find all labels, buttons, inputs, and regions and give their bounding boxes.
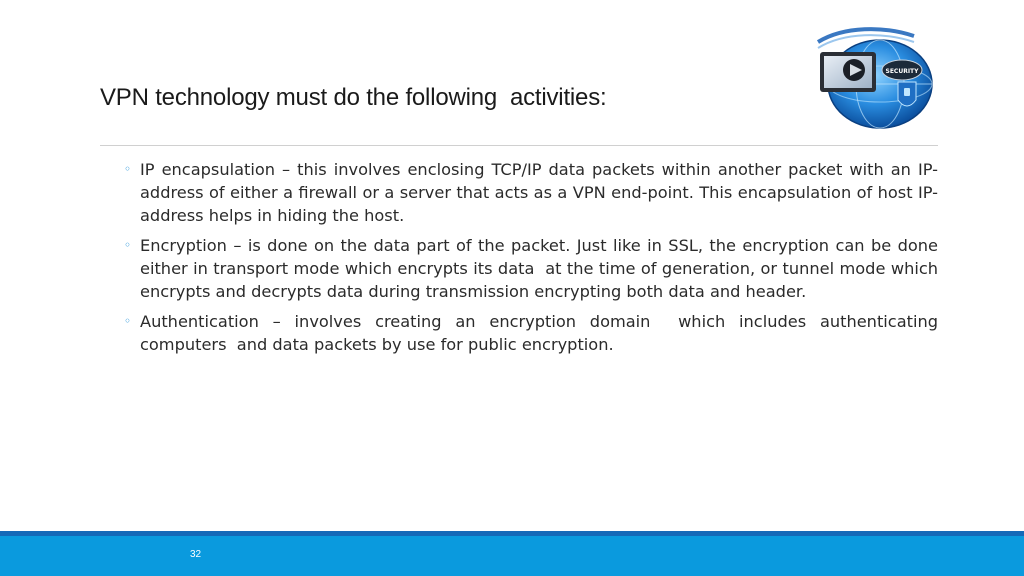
bullet-marker-icon: ◦ <box>124 162 132 176</box>
logo-badge-text: SECURITY <box>885 68 919 75</box>
bullet-text: Authentication – involves creating an encryption domain which includes authenticating computers and data packets by use for public encryption. <box>140 312 944 354</box>
vpn-security-globe-icon <box>814 22 938 132</box>
bullet-text: Encryption – is done on the data part of the packet. Just like in SSL, the encryption can be done either in transport mode which encrypts its data at the time of generation, or tunnel mode which encrypts and decrypts data during transmission encrypting both data and header. <box>140 236 944 301</box>
bullet-encryption <box>124 234 944 303</box>
slide-title: VPN technology must do the following activities: <box>100 84 607 111</box>
bullet-marker-icon: ◦ <box>124 314 132 328</box>
title-divider <box>100 145 938 146</box>
bullet-text: IP encapsulation – this involves enclosing TCP/IP data packets within another packet with an IP-address of either a firewall or a server that acts as a VPN end-point. This encapsulation of host IP-address helps in hiding the host. <box>140 160 938 225</box>
bullet-ip-encapsulation <box>124 158 938 227</box>
footer-bar <box>0 536 1024 576</box>
page-number: 32 <box>190 549 202 560</box>
bullet-marker-icon: ◦ <box>124 238 132 252</box>
bullet-authentication <box>124 310 944 356</box>
bullet-list <box>124 158 944 363</box>
